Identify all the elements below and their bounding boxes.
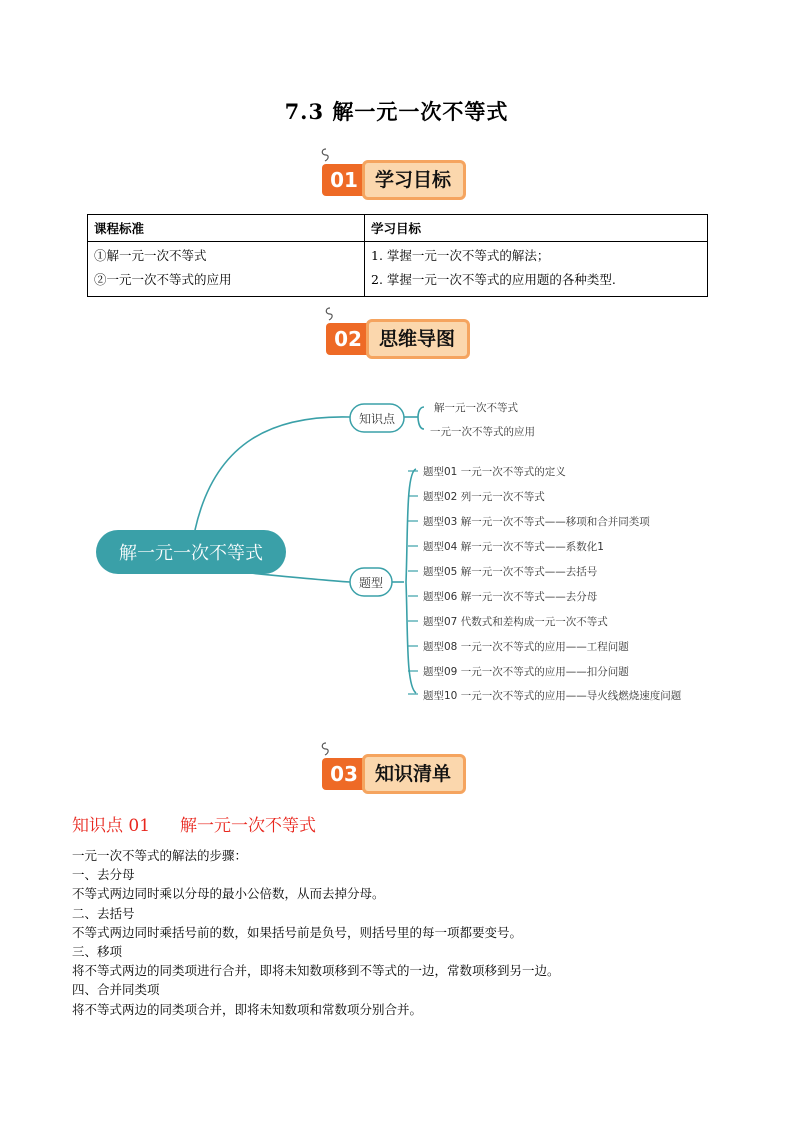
body-line: 不等式两边同时乘括号前的数，如果括号前是负号，则括号里的每一项都要变号。 (72, 924, 523, 940)
type-leaf: 题型08 一元一次不等式的应用——工程问题 (423, 641, 629, 653)
body-line: 二、去括号 (72, 905, 135, 921)
mind-map (0, 380, 793, 710)
node-types-label: 题型 (358, 576, 384, 590)
type-leaf: 题型01 一元一次不等式的定义 (423, 466, 566, 478)
point-leaf: 解一元一次不等式 (434, 402, 518, 414)
root-label: 解一元一次不等式 (119, 543, 263, 564)
standard-item: ①解一元一次不等式 (94, 248, 207, 263)
body-line: 不等式两边同时乘以分母的最小公倍数，从而去掉分母。 (72, 886, 385, 902)
knowledge-point-heading (72, 811, 316, 836)
table-cell (88, 242, 365, 297)
section-number: 03 (322, 758, 366, 790)
knowledge-point-title: 解一元一次不等式 (180, 816, 317, 836)
page-title: 7.3 解一元一次不等式 (284, 99, 509, 124)
body-line: 四、合并同类项 (72, 982, 160, 998)
section-label: 知识清单 (362, 754, 466, 794)
body-line: 三、移项 (72, 944, 123, 960)
hook-icon (320, 742, 332, 758)
section-label: 思维导图 (366, 319, 470, 359)
hook-icon (320, 148, 332, 164)
knowledge-point-number: 知识点 01 (72, 816, 151, 836)
node-points-label: 知识点 (358, 412, 396, 426)
table-cell (365, 242, 708, 297)
standard-item: ②一元一次不等式的应用 (94, 272, 232, 287)
hook-icon (324, 307, 336, 323)
body-line: 将不等式两边的同类项合并，即将未知数项和常数项分别合并。 (72, 1001, 423, 1017)
objectives-table (87, 214, 708, 297)
type-leaf: 题型02 列一元一次不等式 (423, 491, 545, 503)
connector-line (418, 407, 424, 429)
type-leaf: 题型07 代数式和差构成一元一次不等式 (423, 616, 608, 628)
type-leaf: 题型03 解一元一次不等式——移项和合并同类项 (423, 516, 650, 528)
goal-item: 1. 掌握一元一次不等式的解法； (371, 248, 550, 263)
knowledge-body (72, 846, 732, 1019)
section-number: 02 (326, 323, 370, 355)
section-number: 01 (322, 164, 366, 196)
section-label: 学习目标 (362, 160, 466, 200)
connector-line (195, 417, 350, 530)
type-leaf: 题型04 解一元一次不等式——系数化1 (423, 541, 604, 553)
type-leaf: 题型09 一元一次不等式的应用——扣分问题 (423, 666, 629, 678)
body-line: 一元一次不等式的解法的步骤： (72, 848, 248, 863)
type-leaf: 题型10 一元一次不等式的应用——导火线燃烧速度问题 (423, 690, 682, 702)
table-header: 课程标准 (88, 215, 365, 242)
point-leaf: 一元一次不等式的应用 (430, 426, 535, 438)
type-leaf: 题型06 解一元一次不等式——去分母 (423, 591, 598, 603)
body-line: 将不等式两边的同类项进行合并，即将未知数项移到不等式的一边，常数项移到另一边。 (72, 963, 560, 979)
type-leaf: 题型05 解一元一次不等式——去括号 (423, 566, 598, 578)
goal-item: 2. 掌握一元一次不等式的应用题的各种类型. (371, 272, 616, 287)
table-row (88, 242, 708, 297)
connector-line (406, 469, 416, 693)
body-line: 一、去分母 (72, 867, 135, 883)
table-header: 学习目标 (365, 215, 708, 242)
table-header-row (88, 215, 708, 242)
